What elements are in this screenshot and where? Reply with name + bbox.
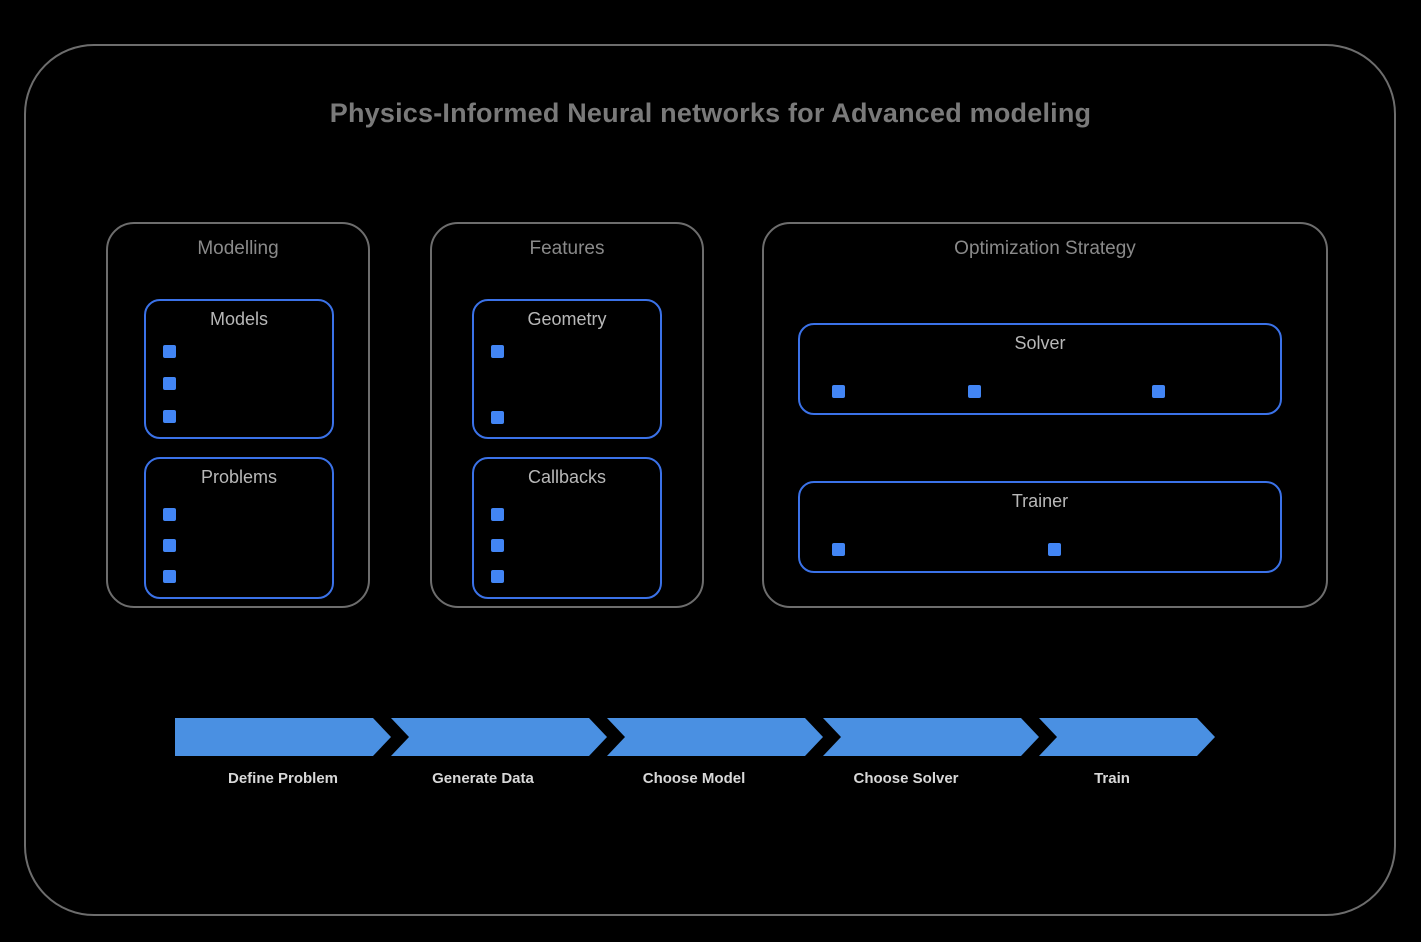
arrow-tip-icon <box>1021 718 1039 756</box>
pipeline-step-label-5: Train <box>1094 770 1130 787</box>
group-optimization-title: Optimization Strategy <box>954 238 1136 259</box>
pipeline-arrow-1 <box>175 718 373 756</box>
arrow-notch-icon <box>607 718 625 756</box>
bullet-marker <box>491 345 504 358</box>
bullet-marker <box>832 385 845 398</box>
bullet-marker <box>968 385 981 398</box>
pipeline-step-label-1: Define Problem <box>227 770 339 787</box>
arrow-tip-icon <box>1197 718 1215 756</box>
pipeline-arrow-4 <box>823 718 1021 756</box>
arrow-tip-icon <box>805 718 823 756</box>
arrow-tip-icon <box>589 718 607 756</box>
pipeline-step-label-3: Choose Model <box>642 770 746 787</box>
bullet-marker <box>1048 543 1061 556</box>
box-trainer <box>798 481 1282 573</box>
group-modelling-title: Modelling <box>197 238 279 259</box>
box-callbacks-title: Callbacks <box>527 467 607 487</box>
pipeline-arrow-3 <box>607 718 805 756</box>
bullet-marker <box>491 411 504 424</box>
box-models-title: Models <box>209 309 269 329</box>
group-features-title: Features <box>529 238 605 259</box>
bullet-marker <box>832 543 845 556</box>
box-geometry-title: Geometry <box>527 309 607 329</box>
box-solver-title: Solver <box>1014 333 1066 353</box>
box-problems <box>144 457 334 599</box>
box-models <box>144 299 334 439</box>
bullet-marker <box>163 345 176 358</box>
arrow-notch-icon <box>391 718 409 756</box>
pipeline-arrows <box>175 718 1215 756</box>
box-callbacks <box>472 457 662 599</box>
arrow-tip-icon <box>373 718 391 756</box>
box-trainer-title: Trainer <box>1011 491 1069 511</box>
arrow-notch-icon <box>823 718 841 756</box>
bullet-marker <box>163 508 176 521</box>
bullet-marker <box>163 377 176 390</box>
bullet-marker <box>491 508 504 521</box>
box-problems-title: Problems <box>200 467 278 487</box>
page-title: Physics-Informed Neural networks for Advanced modeling <box>329 98 1092 128</box>
bullet-marker <box>491 570 504 583</box>
box-solver <box>798 323 1282 415</box>
pipeline-arrow-2 <box>391 718 589 756</box>
bullet-marker <box>163 410 176 423</box>
pipeline-arrow-5 <box>1039 718 1197 756</box>
bullet-marker <box>491 539 504 552</box>
pipeline-step-label-2: Generate Data <box>432 770 534 787</box>
pipeline-step-label-4: Choose Solver <box>853 770 959 787</box>
box-geometry <box>472 299 662 439</box>
bullet-marker <box>163 539 176 552</box>
bullet-marker <box>163 570 176 583</box>
bullet-marker <box>1152 385 1165 398</box>
arrow-notch-icon <box>1039 718 1057 756</box>
